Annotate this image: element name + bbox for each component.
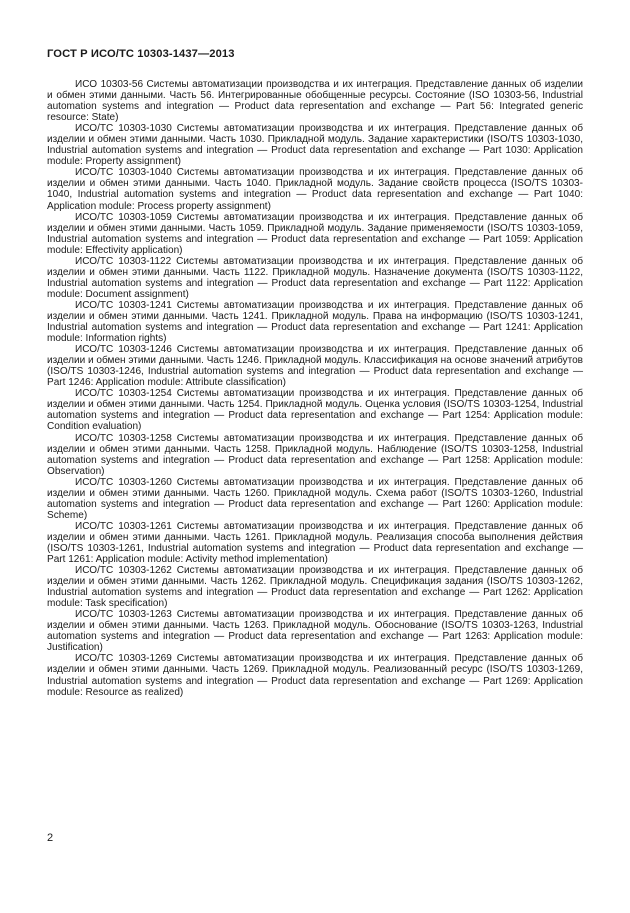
normative-references-list bbox=[47, 79, 583, 698]
reference-entry: ИСО/ТС 10303-1261 Системы автоматизации производства и их интеграция. Представление данных об изделии и обмен этими данными. Часть 1261. Прикладной модуль. Реализация способа выполнения действия (ISO/TS 10303-1261, Industrial automation systems and integration — Product data representation and exchange — Part 1261: Application module: Activity method implementation) bbox=[47, 520, 583, 566]
page-number: 2 bbox=[47, 832, 54, 844]
standard-header: ГОСТ Р ИСО/ТС 10303-1437—2013 bbox=[47, 48, 235, 60]
reference-entry: ИСО/ТС 10303-1122 Системы автоматизации производства и их интеграция. Представление данных об изделии и обмен этими данными. Часть 1122. Прикладной модуль. Назначение документа (ISO/TS 10303-1122, Industrial automation systems and integration — Product data representation and exchange — Part 1122: Application module: Document assignment) bbox=[47, 255, 583, 300]
reference-entry: ИСО/ТС 10303-1040 Системы автоматизации производства и их интеграция. Представление данных об изделии и обмен этими данными. Часть 1040. Прикладной модуль. Задание свойств процесса (ISO/TS 10303-1040, Industrial automation systems and integration — Product data representation and exchange — Part 1040: Application module: Process property assignment) bbox=[47, 167, 583, 212]
reference-entry: ИСО/ТС 10303-1262 Системы автоматизации производства и их интеграция. Представление данных об изделии и обмен этими данными. Часть 1262. Прикладной модуль. Спецификация задания (ISO/TS 10303-1262, Industrial automation systems and integration — Product data representation and exchange — Part 1262: Application module: Task specification) bbox=[47, 565, 583, 610]
reference-entry: ИСО/ТС 10303-1258 Системы автоматизации производства и их интеграция. Представление данных об изделии и обмен этими данными. Часть 1258. Прикладной модуль. Наблюдение (ISO/TS 10303-1258, Industrial automation systems and integration — Product data representation and exchange — Part 1258: Application module: Observation) bbox=[47, 432, 583, 477]
reference-entry: ИСО/ТС 10303-1030 Системы автоматизации производства и их интеграция. Представление данных об изделии и обмен этими данными. Часть 1030. Прикладной модуль. Задание характеристики (ISO/TS 10303-1030, Industrial automation systems and integration — Product data representation and exchange — Part 1030: Application module: Property assignment) bbox=[47, 123, 583, 168]
reference-entry: ИСО/ТС 10303-1059 Системы автоматизации производства и их интеграция. Представление данных об изделии и обмен этими данными. Часть 1059. Прикладной модуль. Задание применяемости (ISO/TS 10303-1059, Industrial automation systems and integration — Product data representation and exchange — Part 1059: Application module: Effectivity application) bbox=[47, 211, 583, 256]
reference-entry: ИСО/ТС 10303-1241 Системы автоматизации производства и их интеграция. Представление данных об изделии и обмен этими данными. Часть 1241. Прикладной модуль. Права на информацию (ISO/TS 10303-1241, Industrial automation systems and integration — Product data representation and exchange — Part 1241: Application module: Information rights) bbox=[47, 299, 583, 345]
reference-entry: ИСО/ТС 10303-1246 Системы автоматизации производства и их интеграция. Представление данных об изделии и обмен этими данными. Часть 1246. Прикладной модуль. Классификация на основе значений атрибутов (ISO/TS 10303-1246, Industrial automation systems and integration — Product data representation and exchange — Part 1246: Application module: Attribute classification) bbox=[47, 344, 583, 389]
reference-entry: ИСО/ТС 10303-1254 Системы автоматизации производства и их интеграция. Представление данных об изделии и обмен этими данными. Часть 1254. Прикладной модуль. Оценка условия (ISO/TS 10303-1254, Industrial automation systems and integration — Product data representation and exchange — Part 1254: Application module: Condition evaluation) bbox=[47, 388, 583, 433]
reference-entry: ИСО/ТС 10303-1269 Системы автоматизации производства и их интеграция. Представление данных об изделии и обмен этими данными. Часть 1269. Прикладной модуль. Реализованный ресурс (ISO/TS 10303-1269, Industrial automation systems and integration — Product data representation and exchange — Part 1269: Application module: Resource as realized) bbox=[47, 653, 583, 698]
reference-entry: ИСО/ТС 10303-1260 Системы автоматизации производства и их интеграция. Представление данных об изделии и обмен этими данными. Часть 1260. Прикладной модуль. Схема работ (ISO/TS 10303-1260, Industrial automation systems and integration — Product data representation and exchange — Part 1260: Application module: Scheme) bbox=[47, 476, 583, 521]
reference-entry: ИСО 10303-56 Системы автоматизации производства и их интеграция. Представление данных об изделии и обмен этими данными. Часть 56. Интегрированные обобщенные ресурсы. Состояние (ISO 10303-56, Industrial automation systems and integration — Product data representation and exchange — Part 56: Integrated generic resource: State) bbox=[47, 79, 583, 124]
reference-entry: ИСО/ТС 10303-1263 Системы автоматизации производства и их интеграция. Представление данных об изделии и обмен этими данными. Часть 1263. Прикладной модуль. Обоснование (ISO/TS 10303-1263, Industrial automation systems and integration — Product data representation and exchange — Part 1263: Application module: Justification) bbox=[47, 609, 583, 654]
